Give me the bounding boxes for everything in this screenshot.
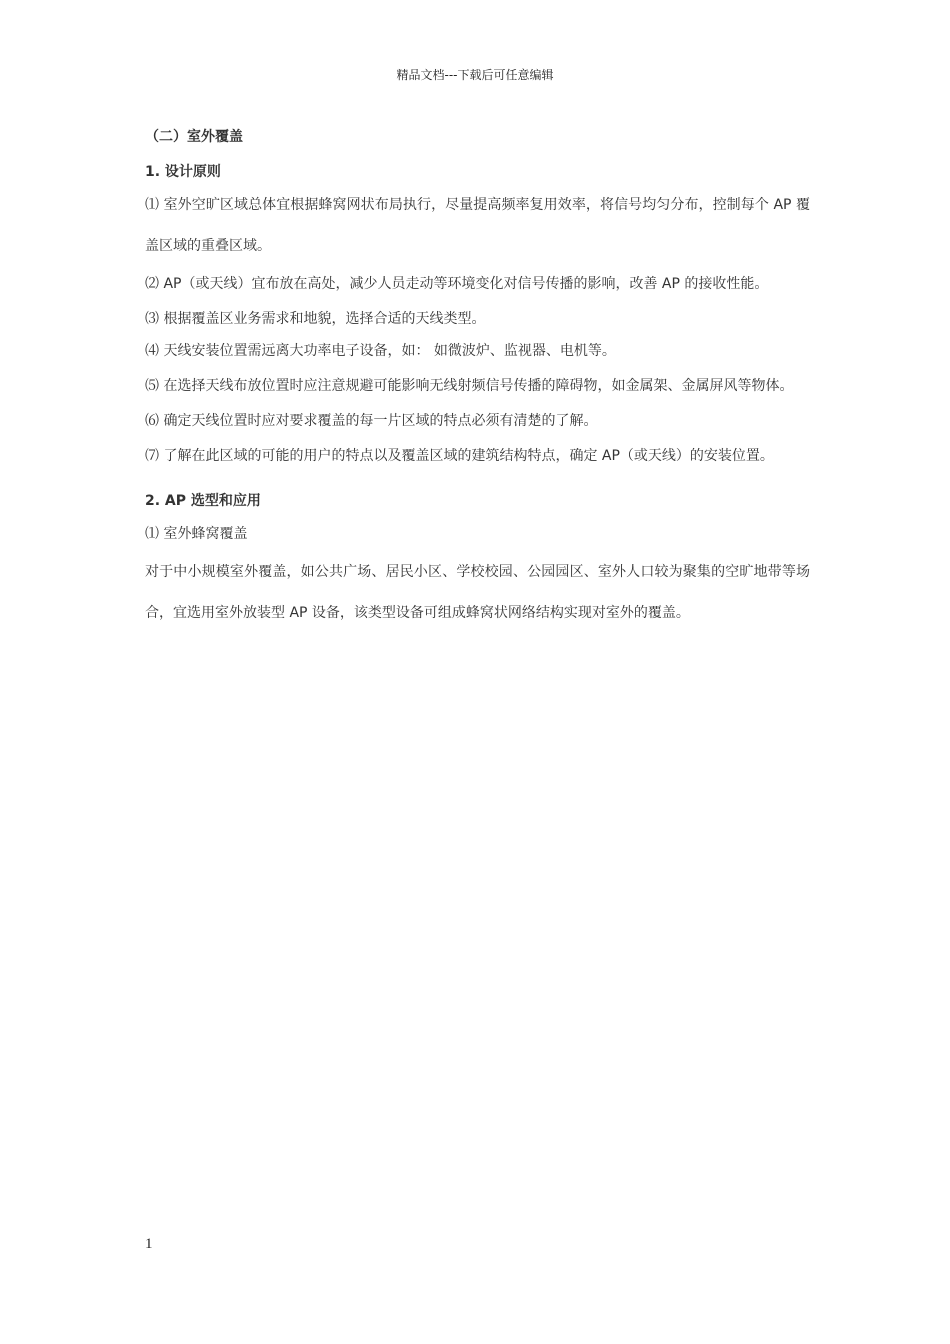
document-body xyxy=(145,126,810,634)
paragraph-principle-7: ⑺ 了解在此区域的可能的用户的特点以及覆盖区域的建筑结构特点，确定 AP（或天线）的安装位置。 xyxy=(145,448,774,464)
section-title: （二）室外覆盖 xyxy=(145,129,243,145)
paragraph-ap-2: 对于中小规模室外覆盖，如公共广场、居民小区、学校校园、公园园区、室外人口较为聚集的空旷地带等场合，宜选用室外放装型 AP 设备，该类型设备可组成蜂窝状网络结构实现对室外的覆盖。 xyxy=(145,564,810,621)
paragraph-principle-5: ⑸ 在选择天线布放位置时应注意规避可能影响无线射频信号传播的障碍物，如金属架、金属屏风等物体。 xyxy=(145,378,794,394)
paragraph-principle-4: ⑷ 天线安装位置需远离大功率电子设备，如： 如微波炉、监视器、电机等。 xyxy=(145,343,616,359)
paragraph-principle-6: ⑹ 确定天线位置时应对要求覆盖的每一片区域的特点必须有清楚的了解。 xyxy=(145,413,598,429)
paragraph-principle-3: ⑶ 根据覆盖区业务需求和地貌，选择合适的天线类型。 xyxy=(145,311,486,327)
page-header: 精品文档---下载后可任意编辑 xyxy=(396,68,554,82)
page-number: 1 xyxy=(145,1236,153,1252)
paragraph-principle-2: ⑵ AP（或天线）宜布放在高处，减少人员走动等环境变化对信号传播的影响，改善 AP 的接收性能。 xyxy=(145,276,769,292)
paragraph-ap-1: ⑴ 室外蜂窝覆盖 xyxy=(145,526,248,542)
paragraph-principle-1: ⑴ 室外空旷区域总体宜根据蜂窝网状布局执行，尽量提高频率复用效率，将信号均匀分布，控制每个 AP 覆盖区域的重叠区域。 xyxy=(145,197,810,254)
subsection-title-design-principles: 1. 设计原则 xyxy=(145,164,221,180)
subsection-title-ap-selection: 2. AP 选型和应用 xyxy=(145,493,261,509)
